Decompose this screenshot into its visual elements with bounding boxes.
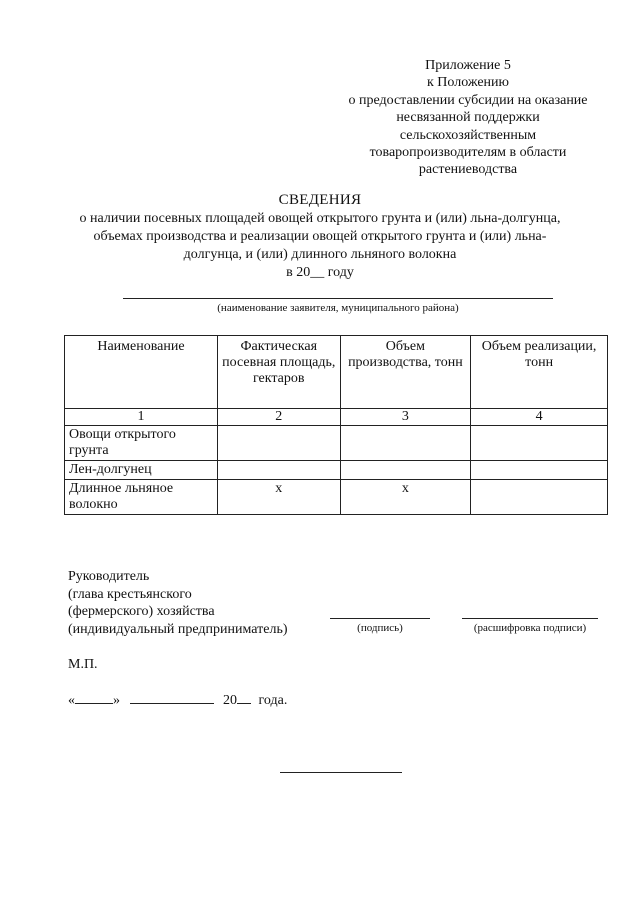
row-name: Лен-долгунец	[65, 461, 218, 480]
document-title: СВЕДЕНИЯ	[278, 192, 362, 208]
appendix-line: растениеводства	[418, 162, 518, 178]
bottom-rule	[280, 772, 402, 773]
column-number-row	[65, 409, 608, 426]
signatory-line: (индивидуальный предприниматель)	[68, 621, 288, 637]
year-blank[interactable]	[237, 691, 251, 704]
sales-cell[interactable]	[471, 461, 608, 480]
appendix-line: к Положению	[426, 75, 509, 91]
signature-decode-line[interactable]	[462, 618, 598, 619]
row-name: Овощи открытого грунта	[65, 426, 218, 461]
signature-line[interactable]	[330, 618, 430, 619]
date-close-quote: »	[113, 693, 120, 708]
column-number: 3	[340, 409, 471, 426]
data-table	[64, 335, 608, 515]
column-number: 2	[217, 409, 340, 426]
area-cell[interactable]	[217, 461, 340, 480]
header-production: Объем производства, тонн	[340, 336, 471, 409]
appendix-line: несвязанной поддержки	[396, 110, 540, 126]
appendix-header	[318, 57, 618, 179]
date-suffix: года.	[258, 693, 288, 708]
heading-line: объемах производства и реализации овощей открытого грунта и (или) льна-	[93, 229, 547, 244]
sales-cell[interactable]	[471, 480, 608, 515]
table-row	[65, 480, 608, 515]
column-number: 1	[65, 409, 218, 426]
header-area: Фактическая посевная площадь, гектаров	[217, 336, 340, 409]
signatory-line: Руководитель	[68, 569, 150, 584]
date-open-quote: «	[68, 693, 75, 708]
year-prefix: 20	[223, 693, 237, 708]
table-row	[65, 461, 608, 480]
area-cell: х	[217, 480, 340, 515]
signatory-line: (глава крестьянского	[68, 586, 192, 602]
heading-line: о наличии посевных площадей овощей открытого грунта и (или) льна-долгунца,	[79, 211, 561, 226]
production-cell[interactable]	[340, 461, 471, 480]
appendix-line: о предоставлении субсидии на оказание	[348, 92, 588, 108]
production-cell[interactable]	[340, 426, 471, 461]
month-blank[interactable]	[130, 691, 214, 704]
appendix-line: сельскохозяйственным	[399, 127, 537, 143]
appendix-line: товаропроизводителям в области	[369, 145, 567, 161]
signatory-block	[68, 568, 288, 638]
column-number: 4	[471, 409, 608, 426]
header-name: Наименование	[65, 336, 218, 409]
appendix-line: Приложение 5	[425, 58, 511, 73]
header-sales: Объем реализации, тонн	[471, 336, 608, 409]
table-header-row	[65, 336, 608, 409]
stamp-place: М.П.	[68, 657, 98, 672]
day-blank[interactable]	[75, 691, 113, 704]
heading-year: в 20__ году	[286, 265, 354, 280]
sales-cell[interactable]	[471, 426, 608, 461]
applicant-name-line[interactable]	[123, 298, 553, 299]
date-row	[68, 691, 287, 709]
document-heading	[40, 191, 600, 282]
signatory-line: (фермерского) хозяйства	[68, 604, 215, 620]
table-row	[65, 426, 608, 461]
row-name: Длинное льняное волокно	[65, 480, 218, 515]
area-cell[interactable]	[217, 426, 340, 461]
production-cell: х	[340, 480, 471, 515]
applicant-caption: (наименование заявителя, муниципального района)	[217, 302, 459, 314]
signature-caption: (подпись)	[357, 622, 403, 634]
heading-line: долгунца, и (или) длинного льняного волокна	[183, 247, 457, 262]
signature-decode-caption: (расшифровка подписи)	[473, 622, 587, 634]
